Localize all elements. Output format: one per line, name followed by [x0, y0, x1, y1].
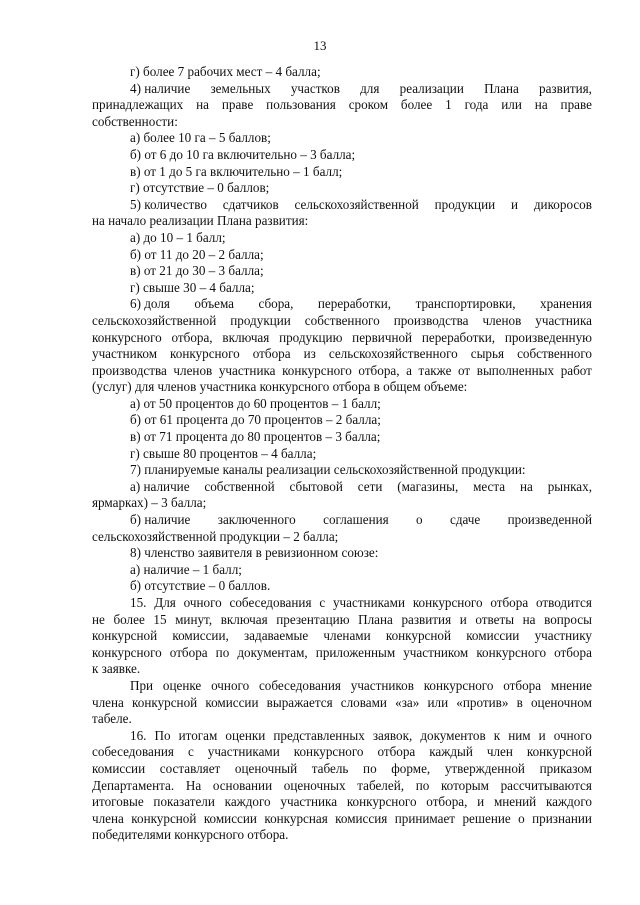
- word: также: [418, 362, 452, 378]
- word: очного: [211, 677, 250, 693]
- word: отбора,: [358, 362, 400, 378]
- text-lines: [92, 64, 592, 844]
- text-line-l29: сельскохозяйственной продукции – 2 балла;: [92, 528, 339, 544]
- word: очного: [553, 727, 592, 743]
- word: включая: [220, 611, 268, 627]
- word: принимает: [394, 810, 456, 826]
- word: отбора: [490, 595, 529, 610]
- word: конкурсного: [346, 794, 417, 810]
- word: и: [511, 196, 519, 212]
- text-line-l45: [92, 794, 592, 811]
- word: на: [196, 97, 209, 113]
- text-line-l36: [92, 645, 592, 662]
- word: конкурсного: [92, 329, 162, 345]
- word: и: [459, 611, 467, 627]
- text-line-l34: [92, 612, 592, 629]
- word: «за»: [395, 694, 420, 710]
- word: членов: [482, 312, 522, 328]
- text-line-l2: [92, 81, 592, 98]
- word: или: [427, 694, 449, 710]
- text-line-l47: победителями конкурсного отбора.: [92, 827, 289, 843]
- word: комиссии: [92, 760, 146, 776]
- word: участником: [403, 644, 469, 660]
- word: членами: [323, 628, 371, 644]
- word: При: [130, 677, 154, 693]
- word: б) наличие: [130, 512, 191, 528]
- word: на: [519, 478, 533, 494]
- word: первичной: [352, 329, 413, 345]
- word: праве: [560, 97, 592, 113]
- word: форме,: [391, 760, 431, 776]
- text-line-l32: б) отсутствие – 0 баллов.: [130, 578, 271, 594]
- word: табель: [311, 760, 349, 776]
- text-line-l11: а) до 10 – 1 балл;: [130, 229, 226, 245]
- text-line-l13: в) от 21 до 30 – 3 балла;: [130, 263, 264, 279]
- word: 6) доля: [130, 296, 170, 312]
- word: Для: [154, 595, 176, 610]
- word: земельных: [210, 80, 271, 96]
- word: комиссии: [205, 694, 259, 710]
- word: принадлежащих: [92, 97, 184, 113]
- word: итоговые: [92, 794, 144, 810]
- word: 5) количество: [130, 196, 207, 212]
- word: не: [92, 611, 105, 627]
- word: комиссия: [335, 810, 388, 826]
- text-line-l33: [92, 595, 592, 612]
- word: отбора: [554, 644, 592, 660]
- word: на: [534, 97, 548, 113]
- text-line-l42: [92, 744, 592, 761]
- word: очного: [183, 595, 222, 610]
- word: По: [154, 727, 171, 743]
- word: производства: [92, 362, 167, 378]
- word: конкурсной: [92, 628, 158, 644]
- word: конкурсной: [385, 628, 451, 644]
- word: членов: [173, 362, 213, 378]
- text-line-l4: собственности:: [92, 113, 178, 129]
- word: включая: [222, 329, 270, 345]
- text-line-l24: г) свыше 80 процентов – 4 балла;: [130, 445, 317, 461]
- word: места: [473, 478, 506, 494]
- word: произведенной: [507, 512, 592, 528]
- text-line-l40: табеле.: [92, 711, 132, 727]
- text-line-l23: в) от 71 процента до 80 процентов – 3 балла;: [130, 429, 381, 445]
- word: сельскохозяйственной: [92, 312, 217, 328]
- word: в: [516, 694, 523, 710]
- word: мнений: [493, 794, 537, 810]
- word: продукции: [434, 196, 496, 212]
- text-line-l26: [92, 479, 592, 496]
- word: соглашения: [323, 512, 389, 528]
- word: приложенным: [315, 644, 396, 660]
- word: собеседования: [229, 595, 312, 610]
- word: транспортировки,: [415, 296, 516, 312]
- word: участниками: [332, 595, 405, 610]
- word: конкурсного: [92, 644, 162, 660]
- word: рынках,: [547, 478, 592, 494]
- word: конкурсного: [293, 744, 364, 760]
- word: участнику: [534, 628, 592, 644]
- text-line-l38: [92, 678, 592, 695]
- word: ответы: [475, 611, 515, 627]
- word: для: [360, 80, 380, 96]
- word: конкурсная: [264, 810, 328, 826]
- word: участника: [218, 362, 276, 378]
- word: дикоросов: [533, 196, 592, 212]
- word: отводится: [535, 595, 592, 610]
- word: конкурсной: [526, 744, 592, 760]
- word: документам,: [237, 644, 308, 660]
- text-line-l25: 7) планируемые каналы реализации сельскохозяйственной продукции:: [130, 462, 526, 478]
- word: На: [185, 777, 202, 793]
- word: отбора,: [171, 329, 213, 345]
- word: сбытовой: [289, 478, 343, 494]
- word: «против»: [456, 694, 509, 710]
- word: более: [113, 611, 145, 627]
- word: праве: [221, 97, 254, 113]
- word: отбора: [169, 644, 208, 660]
- word: Плана: [484, 80, 519, 96]
- word: объема: [194, 296, 235, 312]
- page-number: 13: [313, 38, 327, 53]
- word: собственного: [517, 346, 592, 362]
- word: 15.: [130, 595, 147, 610]
- word: документов: [420, 727, 486, 743]
- word: о: [518, 810, 525, 826]
- word: заключенного: [217, 512, 296, 528]
- word: развития,: [539, 80, 592, 96]
- word: и: [477, 794, 485, 810]
- word: оценочном: [530, 694, 592, 710]
- text-line-l16: [92, 313, 592, 330]
- word: или: [501, 97, 522, 113]
- word: мнение: [550, 677, 592, 693]
- text-line-l19: [92, 363, 592, 380]
- word: переработки,: [421, 329, 496, 345]
- word: рассчитываются: [500, 777, 592, 793]
- text-line-l9: [92, 197, 592, 214]
- text-line-l44: [92, 778, 592, 795]
- word: отбора,: [426, 794, 468, 810]
- word: члена: [92, 694, 124, 710]
- word: которым: [440, 777, 489, 793]
- text-line-l5: а) более 10 га – 5 баллов;: [130, 130, 271, 146]
- text-line-l8: г) отсутствие – 0 баллов;: [130, 180, 270, 196]
- document-body: [92, 64, 592, 844]
- word: сроком: [348, 97, 389, 113]
- word: отбора: [503, 677, 542, 693]
- word: решение: [462, 810, 511, 826]
- text-line-l28: [92, 512, 592, 529]
- text-line-l17: [92, 330, 592, 347]
- text-line-l15: [92, 296, 592, 313]
- word: работ: [560, 362, 592, 378]
- word: вопросы: [544, 611, 592, 627]
- text-line-l1: г) более 7 рабочих мест – 4 балла;: [130, 64, 321, 79]
- word: итогам: [178, 727, 218, 743]
- text-line-l43: [92, 761, 592, 778]
- word: участником: [92, 346, 158, 362]
- word: утвержденной: [444, 760, 525, 776]
- word: выражается: [266, 694, 333, 710]
- word: года: [464, 97, 489, 113]
- word: каждый: [429, 744, 473, 760]
- word: заявок,: [372, 727, 413, 743]
- word: сдатчиков: [222, 196, 279, 212]
- word: участков: [290, 80, 340, 96]
- word: собственной: [204, 478, 275, 494]
- word: хранения: [540, 296, 592, 312]
- text-line-l41: [92, 728, 592, 745]
- word: производства: [393, 312, 469, 328]
- text-line-l21: а) от 50 процентов до 60 процентов – 1 балл;: [130, 395, 381, 411]
- word: комиссии: [203, 810, 257, 826]
- word: выполненных: [476, 362, 555, 378]
- word: конкурсной: [132, 694, 198, 710]
- word: составляет: [159, 760, 221, 776]
- word: презентацию: [276, 611, 350, 627]
- word: признании: [532, 810, 592, 826]
- text-line-l6: б) от 6 до 10 га включительно – 3 балла;: [130, 146, 356, 162]
- word: сдаче: [449, 512, 481, 528]
- word: конкурсного: [476, 644, 547, 660]
- text-line-l20: (услуг) для членов участника конкурсного отбора в общем объеме:: [92, 379, 468, 395]
- text-line-l27: ярмарках) – 3 балла;: [92, 495, 207, 511]
- word: основании: [212, 777, 273, 793]
- word: конкурсного: [412, 595, 483, 610]
- word: на: [522, 611, 536, 627]
- word: Плана: [358, 611, 393, 627]
- word: каждого: [224, 794, 271, 810]
- word: 4) наличие: [130, 80, 191, 96]
- text-line-l37: к заявке.: [92, 661, 141, 677]
- word: конкурсного: [423, 677, 494, 693]
- word: с: [319, 595, 326, 610]
- word: по: [415, 777, 430, 793]
- text-line-l10: на начало реализации Плана развития:: [92, 213, 309, 229]
- word: сбора,: [258, 296, 294, 312]
- text-line-l46: [92, 811, 592, 828]
- word: развития: [401, 611, 452, 627]
- word: каждого: [545, 794, 592, 810]
- word: по: [363, 760, 377, 776]
- word: комиссии,: [172, 628, 229, 644]
- word: от: [458, 362, 471, 378]
- word: приказом: [539, 760, 592, 776]
- word: произведенную: [504, 329, 592, 345]
- word: реализации: [399, 80, 464, 96]
- text-line-l30: 8) членство заявителя в ревизионном союзе:: [130, 545, 379, 561]
- word: конкурсного: [170, 346, 240, 362]
- text-line-l22: б) от 61 процента до 70 процентов – 2 балла;: [130, 412, 381, 428]
- word: собеседования: [258, 677, 341, 693]
- word: продукцию: [279, 329, 343, 345]
- word: комиссии: [466, 628, 520, 644]
- word: более: [400, 97, 433, 113]
- word: переработки,: [317, 296, 392, 312]
- word: сельскохозяйственного: [328, 346, 458, 362]
- word: конкурсного: [282, 362, 352, 378]
- word: участника: [280, 794, 338, 810]
- word: продукции: [230, 312, 291, 328]
- text-line-l7: в) от 1 до 5 га включительно – 1 балл;: [130, 163, 343, 179]
- word: 15: [153, 611, 167, 627]
- word: а) наличие: [130, 478, 190, 494]
- word: задаваемые: [243, 628, 309, 644]
- text-line-l12: б) от 11 до 20 – 2 балла;: [130, 246, 264, 262]
- word: из: [303, 346, 316, 362]
- word: к: [493, 727, 501, 743]
- word: словами: [340, 694, 387, 710]
- word: оценке: [162, 677, 202, 693]
- word: (магазины,: [397, 478, 459, 494]
- text-line-l3: [92, 97, 592, 114]
- word: участников: [350, 677, 414, 693]
- word: сети: [357, 478, 383, 494]
- text-line-l39: [92, 695, 592, 712]
- word: отбора: [377, 744, 416, 760]
- word: члена: [92, 810, 124, 826]
- word: пользования: [266, 97, 336, 113]
- text-line-l14: г) свыше 30 – 4 балла;: [130, 279, 255, 295]
- word: оценочный: [234, 760, 298, 776]
- text-line-l18: [92, 346, 592, 363]
- word: 16.: [130, 727, 147, 743]
- word: 1: [445, 97, 452, 113]
- word: с: [187, 744, 194, 760]
- word: представленных: [273, 727, 365, 743]
- word: о: [416, 512, 423, 528]
- word: ним: [508, 727, 531, 743]
- word: член: [486, 744, 513, 760]
- word: оценки: [225, 727, 266, 743]
- word: по: [215, 644, 230, 660]
- word: собеседования: [92, 744, 174, 760]
- word: сельскохозяйственной: [294, 196, 419, 212]
- text-line-l31: а) наличие – 1 балл;: [130, 561, 242, 577]
- word: отбора: [252, 346, 291, 362]
- word: показатели: [153, 794, 215, 810]
- word: собственного: [304, 312, 380, 328]
- word: минут,: [175, 611, 213, 627]
- word: участника: [535, 312, 592, 328]
- word: Департамента.: [92, 777, 175, 793]
- word: конкурсной: [131, 810, 197, 826]
- word: сырья: [470, 346, 505, 362]
- word: и: [538, 727, 546, 743]
- word: оценочных: [283, 777, 346, 793]
- text-line-l35: [92, 628, 592, 645]
- word: а: [406, 362, 412, 378]
- word: табелей,: [357, 777, 405, 793]
- word: участниками: [207, 744, 280, 760]
